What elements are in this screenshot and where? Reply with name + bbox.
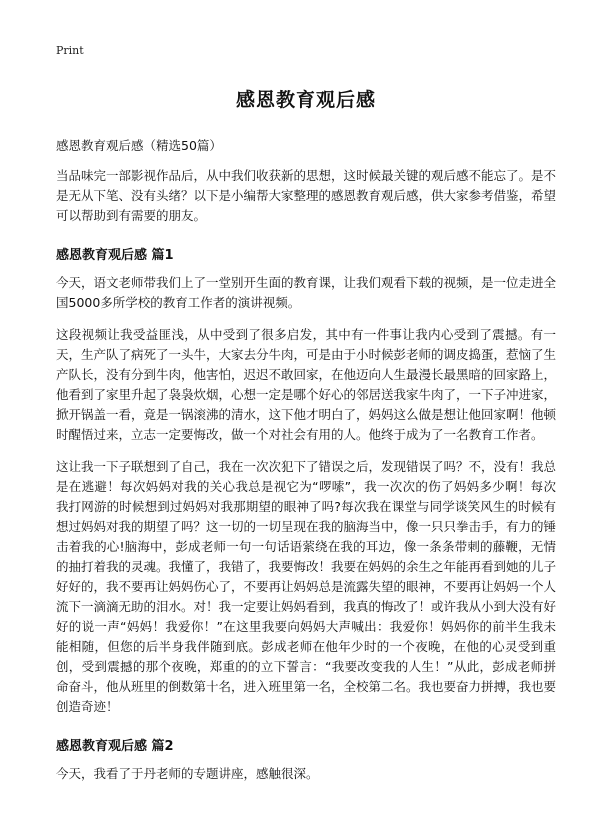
section-heading-1: 感恩教育观后感 篇1	[56, 248, 174, 263]
intro-paragraph: 当品味完一部影视作品后，从中我们收获新的思想，这时候最关键的观后感不能忘了。是不是无从下笔、没有头绪？以下是小编帮大家整理的感恩教育观后感，供大家参考借鉴，希望可以帮助到有需要的朋友。	[56, 168, 557, 223]
document-subtitle: 感恩教育观后感（精选50篇）	[56, 138, 222, 153]
section-1-paragraph-3: 这让我一下子联想到了自己，我在一次次犯下了错误之后，发现错误了吗？不，没有！我总是在逃避！每次妈妈对我的关心我总是视它为“啰嗦”，我一次次的伤了妈妈多少啊！每次我打网游的时候想到过妈妈对我那期望的眼神了吗?每次我在课堂与同学谈笑风生的时候有想过妈妈对我的期望了吗？这一切的一切呈现在我的脑海当中，像一只只拳击手，有力的锤击着我的心!脑海中，彭成老师一句一句话语萦绕在我的耳边，像一条条带刺的藤鞭，无情的抽打着我的灵魂。我懂了，我错了，我要悔改！我要在妈妈的余生之年能再看到她的儿子好好的，我不要再让妈妈伤心了，不要再让妈妈总是流露失望的眼神，不要再让妈妈一个人流下一滴滴无助的泪水。对！我一定要让妈妈看到，我真的悔改了！或许我从小到大没有好好的说一声“妈妈！我爱你！”在这里我要向妈妈大声喊出：我爱你！妈妈你的前半生我未能相随，但您的后半身我伴随到底。彭成老师在他年少时的一个夜晚，在他的心灵受到重创，受到震撼的那个夜晚，郑重的的立下誓言：“我要改变我的人生！”从此，彭成老师拼命奋斗，他从班里的倒数第十名，进入班里第一名，全校第二名。我也要奋力拼搏，我也要创造奇迹！	[56, 459, 557, 714]
section-1-paragraph-1: 今天，语文老师带我们上了一堂别开生面的教育课，让我们观看下载的视频，是一位走进全国5000多所学校的教育工作者的演讲视频。	[56, 275, 557, 310]
section-2-paragraph-1: 今天，我看了于丹老师的专题讲座，感触很深。	[56, 766, 319, 781]
print-label: Print	[56, 44, 84, 57]
document-page	[56, 44, 556, 784]
page-title: 感恩教育观后感	[235, 89, 376, 111]
section-heading-2: 感恩教育观后感 篇2	[56, 739, 174, 754]
section-1-paragraph-2: 这段视频让我受益匪浅，从中受到了很多启发，其中有一件事让我内心受到了震撼。有一天，生产队了病死了一头牛，大家去分牛肉，可是由于小时候彭老师的调皮捣蛋，惹恼了生产队长，没有分到牛肉，他害怕，迟迟不敢回家，在他迈向人生最漫长最黑暗的回家路上，他看到了家里升起了袅袅炊烟，心想一定是哪个好心的邻居送我家牛肉了，一下子冲进家，掀开锅盖一看，竟是一锅滚沸的清水，这下他才明白了，妈妈这么做是想让他回家啊！他顿时醒悟过来，立志一定要悔改，做一个对社会有用的人。他终于成为了一名教育工作者。	[56, 327, 557, 442]
